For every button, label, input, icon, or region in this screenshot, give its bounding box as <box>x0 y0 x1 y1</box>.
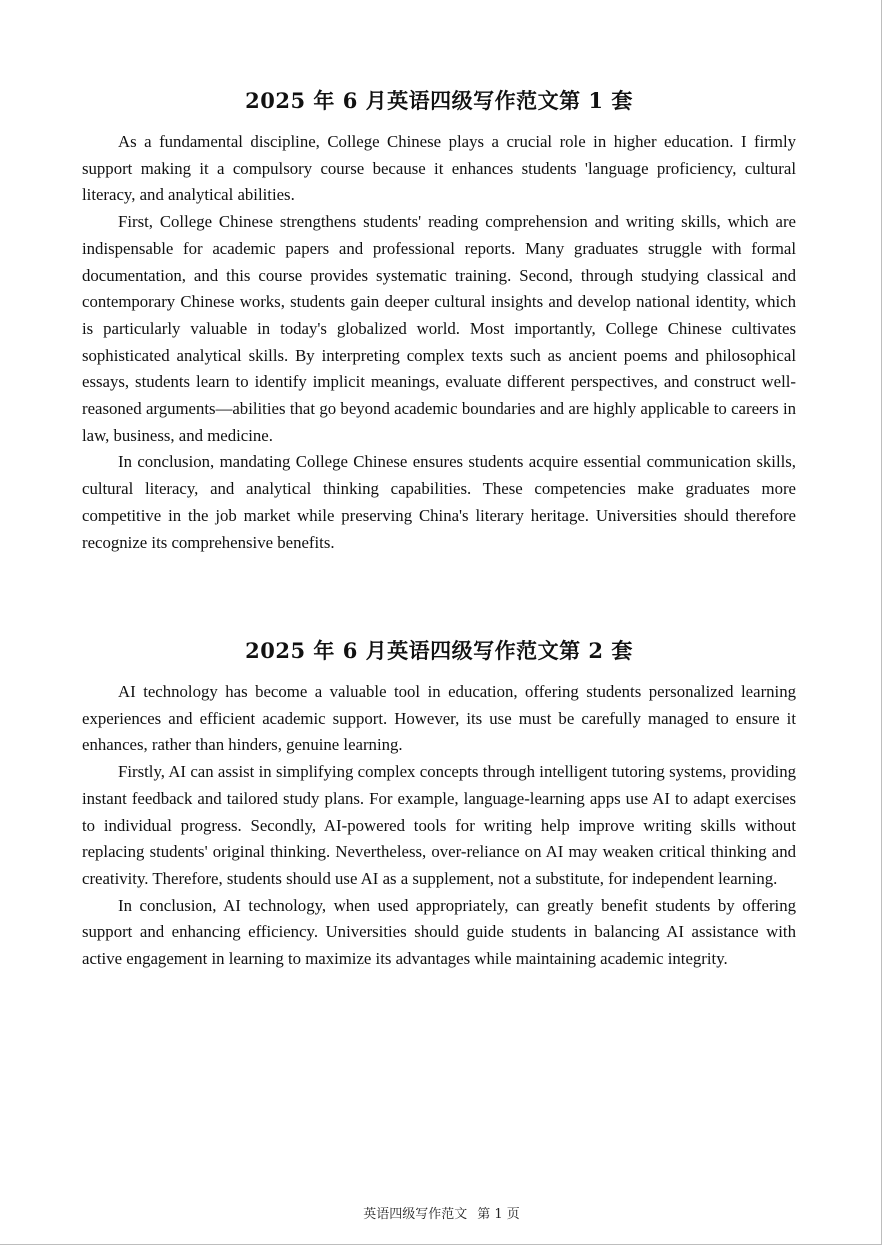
essay-paragraph: First, College Chinese strengthens students' reading comprehension and writing skills, which are indispensable for academic papers and professional reports. Many graduates struggle with formal documentation, and this course provides systematic training. Second, through studying classical and contemporary Chinese works, students gain deeper cultural insights and develop national identity, which is particularly valuable in today's globalized world. Most importantly, College Chinese cultivates sophisticated analytical skills. By interpreting complex texts such as ancient poems and philosophical essays, students learn to identify implicit meanings, evaluate different perspectives, and construct well-reasoned arguments—abilities that go beyond academic boundaries and are highly applicable to careers in law, business, and medicine. <box>82 212 796 445</box>
essay-section-2 <box>82 634 796 973</box>
essay-section-1 <box>82 84 796 556</box>
page-footer <box>0 1203 883 1222</box>
essay-paragraph: In conclusion, mandating College Chinese ensures students acquire essential communication skills, cultural literacy, and analytical thinking capabilities. These competencies make graduates more competitive in the job market while preserving China's literary heritage. Universities should therefore recognize its comprehensive benefits. <box>82 452 796 552</box>
essay-paragraph: Firstly, AI can assist in simplifying complex concepts through intelligent tutoring systems, providing instant feedback and tailored study plans. For example, language-learning apps use AI to adapt exercises to individual progress. Secondly, AI-powered tools for writing help improve writing skills without replacing students' original thinking. Nevertheless, over-reliance on AI may weaken critical thinking and creativity. Therefore, students should use AI as a supplement, not a substitute, for independent learning. <box>82 762 796 888</box>
essay-paragraph: In conclusion, AI technology, when used appropriately, can greatly benefit students by offering support and enhancing efficiency. Universities should guide students in balancing AI assistance with active engagement in learning to maximize its advantages while maintaining academic integrity. <box>82 895 796 969</box>
essay-title: 2025 年 6 月英语四级写作范文第 2 套 <box>245 638 633 663</box>
essay-paragraph: As a fundamental discipline, College Chinese plays a crucial role in higher education. I firmly support making it a compulsory course because it enhances students 'language proficiency, cultural literacy, and analytical abilities. <box>82 132 796 205</box>
essay-title: 2025 年 6 月英语四级写作范文第 1 套 <box>245 88 633 113</box>
footer-page-number: 第 1 页 <box>477 1207 520 1222</box>
footer-doc-name: 英语四级写作范文 <box>363 1207 468 1222</box>
essay-paragraph: AI technology has become a valuable tool in education, offering students personalized learning experiences and efficient academic support. However, its use must be carefully managed to ensure it enhances, rather than hinders, genuine learning. <box>82 682 796 755</box>
